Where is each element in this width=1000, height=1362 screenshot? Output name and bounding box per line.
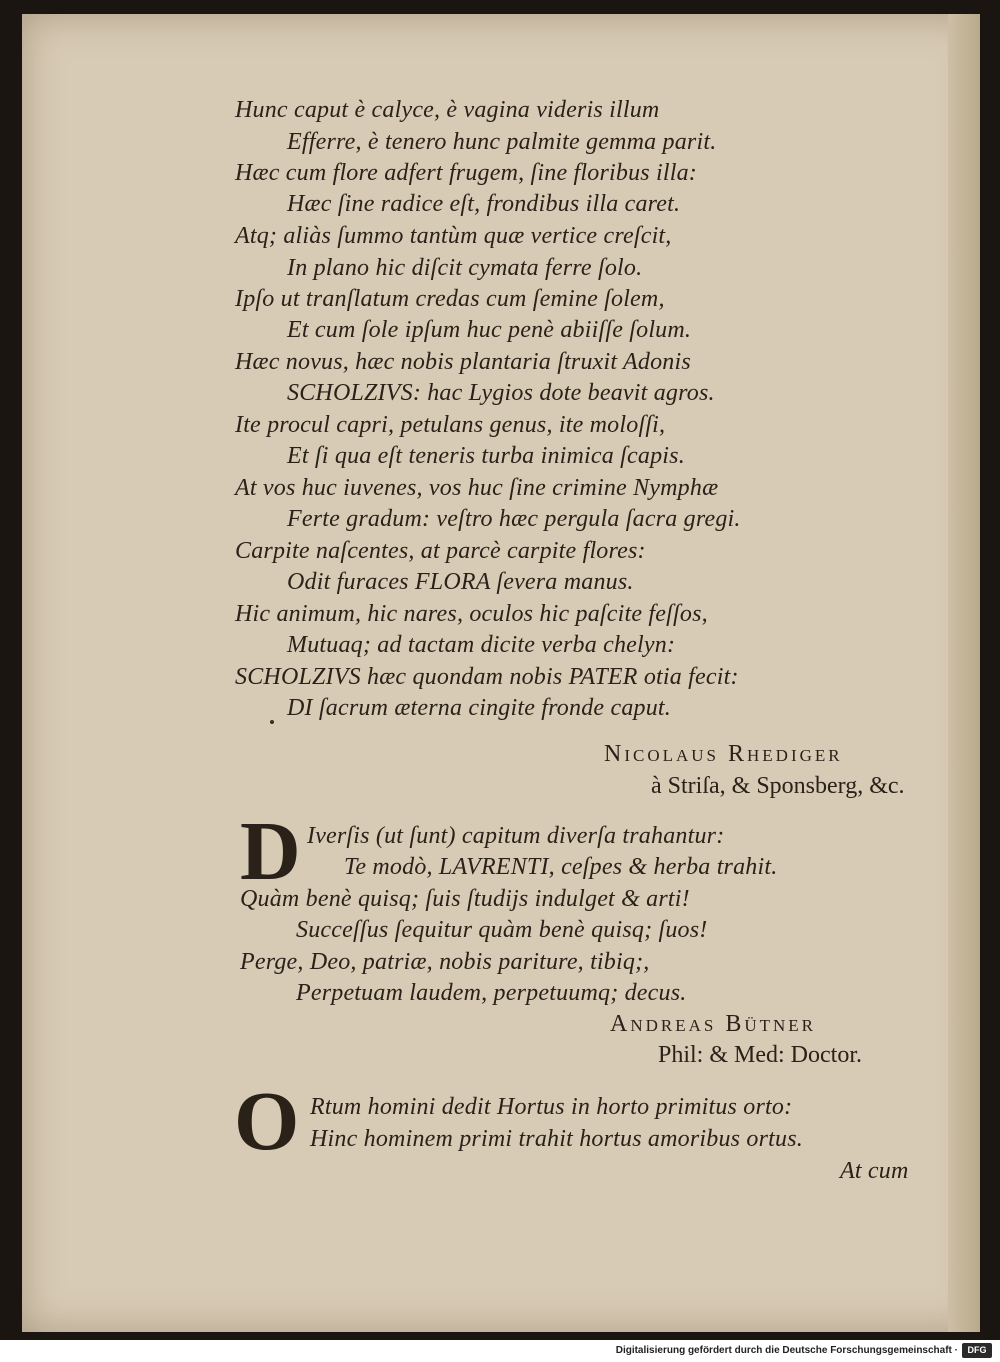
poem1-line: Hæc ſine radice eſt, frondibus illa caret. — [287, 191, 681, 217]
poem2-line: Perge, Deo, patriæ, nobis pariture, tibiq;, — [240, 949, 650, 975]
signature-name: Andreas Bütner — [610, 1011, 817, 1037]
book-page — [22, 14, 980, 1332]
poem1-line: Efferre, è tenero hunc palmite gemma parit. — [287, 129, 717, 155]
signature-title: Phil: & Med: Doctor. — [658, 1042, 862, 1068]
signature-place: à Striſa, & Sponsberg, &c. — [651, 773, 905, 799]
poem1-line: Hunc caput è calyce, è vagina videris illum — [235, 97, 660, 123]
poem2-line: Perpetuam laudem, perpetuumq; decus. — [296, 980, 687, 1006]
catchword: At cum — [840, 1158, 909, 1184]
footer-bar — [0, 1340, 1000, 1362]
page-text — [22, 14, 980, 1332]
poem1-line: Hæc novus, hæc nobis plantaria ſtruxit Adonis — [235, 349, 691, 375]
poem1-line: Ferte gradum: veſtro hæc pergula ſacra gregi. — [287, 506, 741, 532]
dfg-logo: DFG — [962, 1343, 992, 1358]
poem1-line: Carpite naſcentes, at parcè carpite flores: — [235, 538, 646, 564]
poem1-line: DI ſacrum æterna cingite fronde caput. — [287, 695, 671, 721]
poem1-line: Hæc cum flore adfert frugem, ſine floribus illa: — [235, 160, 698, 186]
poem1-line: Mutuaq; ad tactam dicite verba chelyn: — [287, 632, 676, 658]
poem2-line: Iverſis (ut ſunt) capitum diverſa trahantur: — [307, 823, 725, 849]
poem1-line: Atq; aliàs ſummo tantùm quæ vertice creſcit, — [235, 223, 672, 249]
poem1-line: Ite procul capri, petulans genus, ite moloſſi, — [235, 412, 666, 438]
poem2-line: Succeſſus ſequitur quàm benè quisq; ſuos! — [296, 917, 708, 943]
poem1-line: SCHOLZIVS: hac Lygios dote beavit agros. — [287, 380, 715, 406]
poem1-line: Ipſo ut tranſlatum credas cum ſemine ſolem, — [235, 286, 665, 312]
poem1-line: At vos huc iuvenes, vos huc ſine crimine Nymphæ — [235, 475, 719, 501]
funding-credit: Digitalisierung gefördert durch die Deutsche Forschungsgemeinschaft · — [615, 1345, 958, 1356]
drop-cap-d: D — [240, 805, 301, 898]
poem2-line: Quàm benè quisq; ſuis ſtudijs indulget & arti! — [240, 886, 690, 912]
ink-speck — [270, 720, 274, 724]
poem1-line: Odit furaces FLORA ſevera manus. — [287, 569, 634, 595]
poem3-line: Hinc hominem primi trahit hortus amoribus ortus. — [310, 1126, 803, 1152]
poem1-line: Et ſi qua eſt teneris turba inimica ſcapis. — [287, 443, 685, 469]
poem3-line: Rtum homini dedit Hortus in horto primitus orto: — [310, 1094, 793, 1120]
poem1-line: In plano hic diſcit cymata ferre ſolo. — [287, 255, 643, 281]
poem1-line: Et cum ſole ipſum huc penè abiiſſe ſolum. — [287, 317, 692, 343]
signature-name: Nicolaus Rhediger — [604, 741, 843, 767]
poem2-line: Te modò, LAVRENTI, ceſpes & herba trahit. — [344, 854, 778, 880]
drop-cap-o: O — [234, 1075, 300, 1168]
poem1-line: Hic animum, hic nares, oculos hic paſcite feſſos, — [235, 601, 708, 627]
poem1-line: SCHOLZIVS hæc quondam nobis PATER otia fecit: — [235, 664, 739, 690]
